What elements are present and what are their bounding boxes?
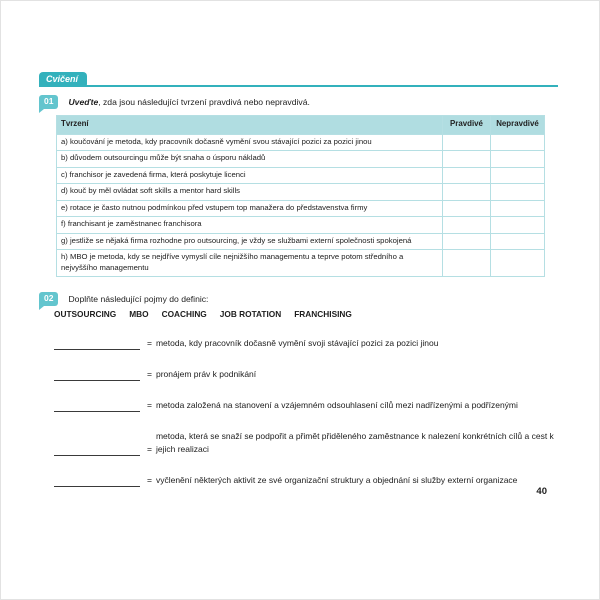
- exercise-1-heading: [39, 95, 558, 109]
- statement-row: [57, 233, 545, 250]
- equals-sign: =: [147, 400, 152, 410]
- term-word: MBO: [129, 309, 149, 319]
- false-answer-cell: [491, 250, 545, 277]
- false-answer-cell: [491, 151, 545, 168]
- term-word: COACHING: [161, 309, 207, 319]
- statement-text: f) franchisant je zaměstnanec franchisora: [57, 217, 443, 234]
- false-answer-cell: [491, 233, 545, 250]
- term-word: FRANCHISING: [294, 309, 352, 319]
- statement-row: [57, 184, 545, 201]
- page-number: 40: [536, 486, 547, 497]
- fill-in-blank: [54, 370, 140, 381]
- definition-text: metoda, která se snaží se podpořit a přimět přiděleného zaměstnance k nalezení konkrétních cílů a cest k jejich realizaci: [155, 431, 554, 454]
- statement-text: h) MBO je metoda, kdy se nejdříve vymyslí cíle nejnižšího managementu a teprve potom středního a nejvyššího managementu: [57, 250, 443, 277]
- definition-line: [54, 430, 558, 456]
- section-tab-cviceni: Cvičení: [39, 72, 87, 87]
- true-answer-cell: [443, 200, 491, 217]
- column-header-statement: Tvrzení: [57, 116, 443, 135]
- column-header-false: Nepravdivé: [491, 116, 545, 135]
- true-answer-cell: [443, 167, 491, 184]
- definition-line: [54, 337, 558, 350]
- exercise-1-instruction-rest: , zda jsou následující tvrzení pravdivá nebo nepravdivá.: [98, 97, 310, 107]
- true-answer-cell: [443, 184, 491, 201]
- term-word: OUTSOURCING: [54, 309, 117, 319]
- true-answer-cell: [443, 217, 491, 234]
- page-content: [39, 71, 558, 487]
- statement-row: [57, 217, 545, 234]
- equals-sign: =: [147, 369, 152, 379]
- exercise-1-instruction-verb: Uveďte: [68, 97, 99, 107]
- exercise-2-instruction: Doplňte následující pojmy do definic:: [68, 294, 209, 304]
- statement-text: g) jestliže se nějaká firma rozhodne pro outsourcing, je vždy se službami externí společnosti spokojená: [57, 233, 443, 250]
- statement-row: [57, 200, 545, 217]
- equals-sign: =: [147, 444, 152, 454]
- fill-in-blank: [54, 476, 140, 487]
- definition-line: [54, 474, 558, 487]
- false-answer-cell: [491, 200, 545, 217]
- term-word: JOB ROTATION: [219, 309, 282, 319]
- definition-text: vyčlenění některých aktivit ze své organizační struktury a objednání si služby externí organizace: [155, 475, 518, 485]
- definition-text: metoda, kdy pracovník dočasně vymění svoji stávající pozici za pozici jinou: [155, 338, 439, 348]
- true-answer-cell: [443, 233, 491, 250]
- statements-table-header-row: [57, 116, 545, 135]
- false-answer-cell: [491, 184, 545, 201]
- statement-text: b) důvodem outsourcingu může být snaha o úsporu nákladů: [57, 151, 443, 168]
- statement-text: d) kouč by měl ovládat soft skills a mentor hard skills: [57, 184, 443, 201]
- equals-sign: =: [147, 475, 152, 485]
- fill-in-blank: [54, 339, 140, 350]
- true-answer-cell: [443, 250, 491, 277]
- definition-text: pronájem práv k podnikání: [155, 369, 257, 379]
- statement-row: [57, 167, 545, 184]
- statement-row: [57, 134, 545, 151]
- statement-row: [57, 250, 545, 277]
- exercise-2-number-badge: 02: [39, 292, 58, 306]
- term-word-bank: [54, 309, 558, 319]
- definitions-list: [54, 337, 558, 487]
- statements-table-body: [57, 134, 545, 277]
- definition-line: [54, 368, 558, 381]
- exercise-1-instruction: [68, 95, 309, 109]
- statement-text: e) rotace je často nutnou podmínkou před vstupem top manažera do představenstva firmy: [57, 200, 443, 217]
- statements-table: [56, 115, 545, 277]
- exercise-2-heading: [39, 292, 558, 306]
- false-answer-cell: [491, 217, 545, 234]
- equals-sign: =: [147, 338, 152, 348]
- fill-in-blank: [54, 445, 140, 456]
- false-answer-cell: [491, 134, 545, 151]
- statement-text: c) franchisor je zavedená firma, která poskytuje licenci: [57, 167, 443, 184]
- definition-line: [54, 399, 558, 412]
- statement-text: a) koučování je metoda, kdy pracovník dočasně vymění svou stávající pozici za pozici jinou: [57, 134, 443, 151]
- statement-row: [57, 151, 545, 168]
- true-answer-cell: [443, 151, 491, 168]
- column-header-true: Pravdivé: [443, 116, 491, 135]
- section-header-rule: [39, 71, 558, 87]
- exercise-1-number-badge: 01: [39, 95, 58, 109]
- definition-text: metoda založená na stanovení a vzájemném odsouhlasení cílů mezi nadřízenými a podřízenými: [155, 400, 518, 410]
- fill-in-blank: [54, 401, 140, 412]
- true-answer-cell: [443, 134, 491, 151]
- false-answer-cell: [491, 167, 545, 184]
